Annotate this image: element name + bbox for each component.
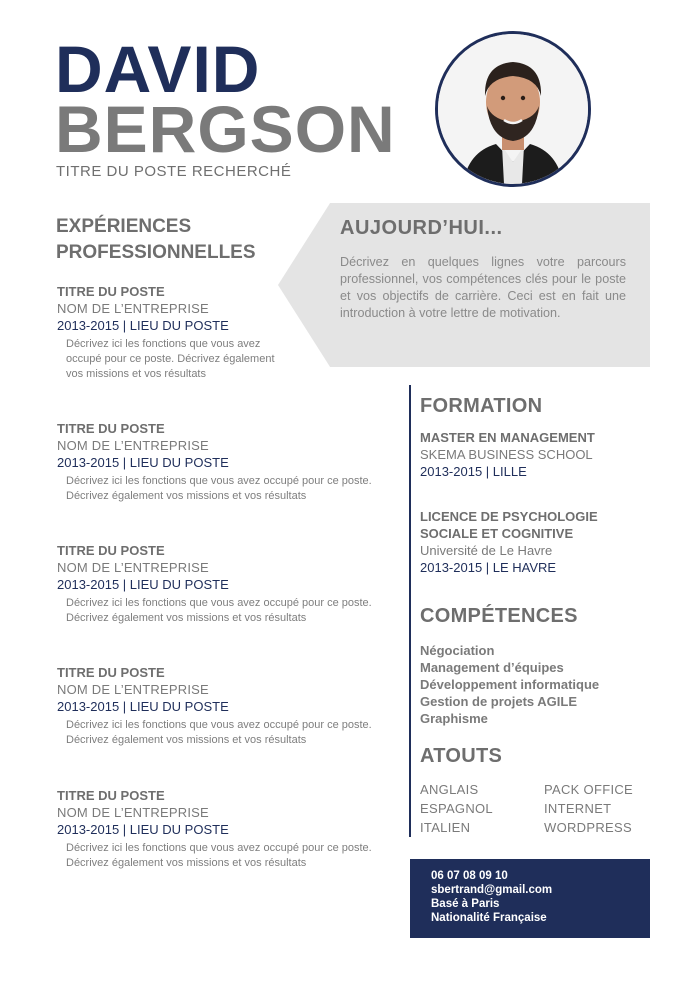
column-divider bbox=[409, 385, 411, 837]
experience-description: Décrivez ici les fonctions que vous avez occupé pour ce poste. Décrivez également vos missions et vos résultats bbox=[66, 338, 275, 380]
experience-dates: 2013-2015 | LIEU DU POSTE bbox=[57, 822, 229, 837]
contact-location: Basé à Paris bbox=[431, 898, 500, 910]
intro-title: AUJOURD’HUI... bbox=[340, 217, 503, 239]
experience-company: NOM DE L’ENTREPRISE bbox=[57, 560, 209, 575]
experience-title: TITRE DU POSTE bbox=[57, 665, 165, 680]
education-degree: MASTER EN MANAGEMENT bbox=[420, 430, 595, 445]
experience-company: NOM DE L’ENTREPRISE bbox=[57, 682, 209, 697]
person-portrait-icon bbox=[438, 34, 588, 184]
skills-list bbox=[420, 642, 650, 727]
experience-company: NOM DE L’ENTREPRISE bbox=[57, 805, 209, 820]
education-school: SKEMA BUSINESS SCHOOL bbox=[420, 447, 593, 462]
assets-column bbox=[544, 780, 633, 837]
experience-item bbox=[57, 284, 377, 382]
assets-column bbox=[420, 780, 493, 837]
contact-nationality: Nationalité Française bbox=[431, 912, 547, 924]
experience-dates: 2013-2015 | LIEU DU POSTE bbox=[57, 455, 229, 470]
last-name: BERGSON bbox=[55, 92, 396, 166]
experience-item bbox=[57, 543, 377, 626]
asset-item: ITALIEN bbox=[420, 820, 471, 835]
experience-description: Décrivez ici les fonctions que vous avez occupé pour ce poste. Décrivez également vos missions et vos résultats bbox=[66, 719, 372, 746]
experience-title: TITRE DU POSTE bbox=[57, 284, 165, 299]
skill-item: Développement informatique bbox=[420, 677, 600, 692]
experience-title: TITRE DU POSTE bbox=[57, 788, 165, 803]
profile-photo bbox=[435, 31, 591, 187]
experience-description: Décrivez ici les fonctions que vous avez occupé pour ce poste. Décrivez également vos missions et vos résultats bbox=[66, 842, 372, 869]
education-dates: 2013-2015 | LE HAVRE bbox=[420, 560, 557, 575]
skill-item: Gestion de projets AGILE bbox=[420, 694, 577, 709]
experience-description: Décrivez ici les fonctions que vous avez occupé pour ce poste. Décrivez également vos missions et vos résultats bbox=[66, 597, 372, 624]
education-dates: 2013-2015 | LILLE bbox=[420, 464, 527, 479]
experience-description: Décrivez ici les fonctions que vous avez occupé pour ce poste. Décrivez également vos missions et vos résultats bbox=[66, 475, 372, 502]
job-title: TITRE DU POSTE RECHERCHÉ bbox=[56, 163, 292, 180]
skill-item: Management d’équipes bbox=[420, 660, 564, 675]
experience-item bbox=[57, 421, 377, 504]
asset-item: PACK OFFICE bbox=[544, 782, 634, 797]
skill-item: Graphisme bbox=[420, 711, 488, 726]
experience-item bbox=[57, 788, 377, 871]
education-degree: LICENCE DE PSYCHOLOGIE SOCIALE ET COGNITIVE bbox=[420, 509, 598, 541]
experiences-heading: EXPÉRIENCES PROFESSIONNELLES bbox=[56, 216, 256, 263]
asset-item: ESPAGNOL bbox=[420, 801, 493, 816]
experience-dates: 2013-2015 | LIEU DU POSTE bbox=[57, 699, 229, 714]
contact-phone: 06 07 08 09 10 bbox=[431, 870, 508, 882]
experience-title: TITRE DU POSTE bbox=[57, 543, 165, 558]
experience-company: NOM DE L’ENTREPRISE bbox=[57, 301, 209, 316]
experience-item bbox=[57, 665, 377, 748]
experience-title: TITRE DU POSTE bbox=[57, 421, 165, 436]
contact-box bbox=[410, 859, 650, 938]
contact-email: sbertrand@gmail.com bbox=[431, 884, 553, 896]
asset-item: WORDPRESS bbox=[544, 820, 632, 835]
first-name: DAVID bbox=[55, 32, 261, 106]
experience-dates: 2013-2015 | LIEU DU POSTE bbox=[57, 318, 229, 333]
skills-heading: COMPÉTENCES bbox=[420, 605, 578, 627]
assets-heading: ATOUTS bbox=[420, 745, 503, 767]
intro-text: Décrivez en quelques lignes votre parcours professionnel, vos compétences clés pour le poste et vos objectifs de carrière. Ceci est en fait une introduction à votre lettre de motivation. bbox=[340, 255, 626, 320]
experience-dates: 2013-2015 | LIEU DU POSTE bbox=[57, 577, 229, 592]
education-school: Université de Le Havre bbox=[420, 543, 553, 558]
asset-item: ANGLAIS bbox=[420, 782, 479, 797]
education-item bbox=[420, 429, 650, 480]
skill-item: Négociation bbox=[420, 643, 495, 658]
experience-company: NOM DE L’ENTREPRISE bbox=[57, 438, 209, 453]
asset-item: INTERNET bbox=[544, 801, 612, 816]
education-item bbox=[420, 508, 620, 576]
education-heading: FORMATION bbox=[420, 395, 543, 417]
